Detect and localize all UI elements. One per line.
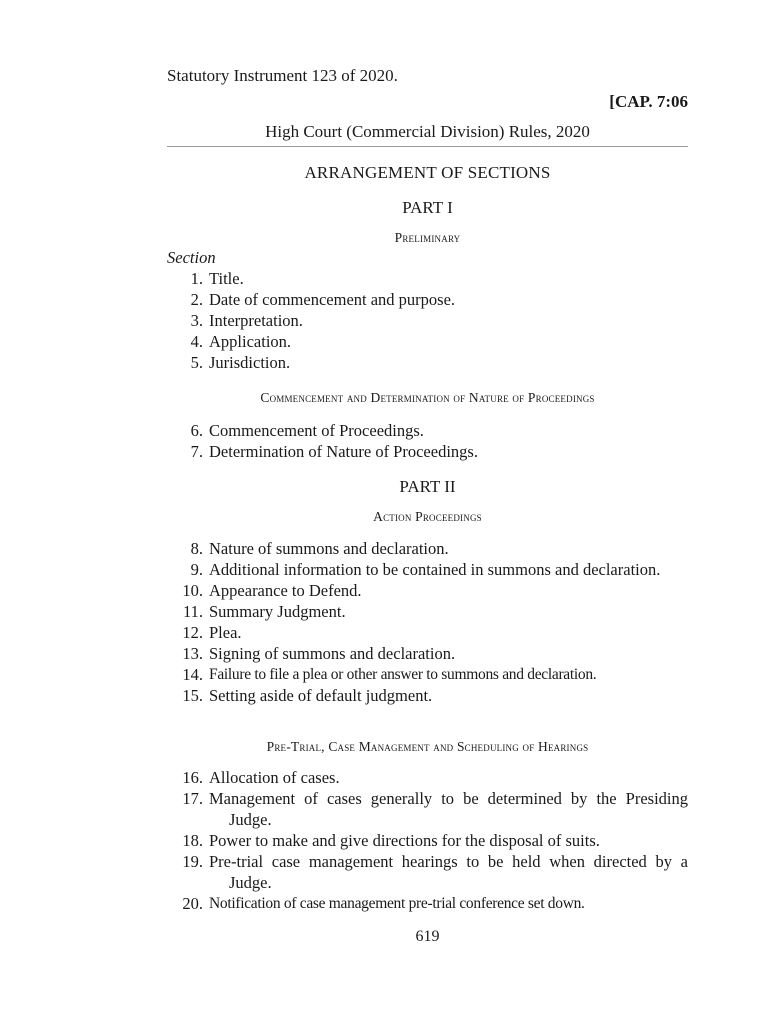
list-item xyxy=(167,622,688,643)
section-number: 8. xyxy=(190,539,203,558)
section-title: Plea. xyxy=(209,623,242,642)
page-number: 619 xyxy=(415,928,440,945)
section-number: 9. xyxy=(190,560,203,579)
section-title: Jurisdiction. xyxy=(209,353,291,372)
part-1-heading: Preliminary xyxy=(394,230,461,245)
section-title: Pre-trial case management hearings to be held when directed by a Judge. xyxy=(209,852,688,892)
list-item xyxy=(167,420,688,441)
pre-trial-subheading: Pre-Trial, Case Management and Scheduling of Hearings xyxy=(266,739,589,754)
list-item xyxy=(167,601,688,622)
section-number: 14. xyxy=(182,665,203,684)
commencement-subheading: Commencement and Determination of Nature of Proceedings xyxy=(260,390,595,405)
section-number: 12. xyxy=(182,623,203,642)
section-title: Setting aside of default judgment. xyxy=(209,686,433,705)
instrument-number: Statutory Instrument 123 of 2020. xyxy=(167,66,398,85)
section-list-commencement xyxy=(167,420,688,462)
section-title: Application. xyxy=(209,332,292,351)
section-title: Nature of summons and declaration. xyxy=(209,539,449,558)
section-title: Power to make and give directions for the disposal of suits. xyxy=(209,831,600,850)
list-item xyxy=(167,538,688,559)
list-item xyxy=(167,441,688,462)
section-number: 19. xyxy=(182,852,203,871)
section-title: Signing of summons and declaration. xyxy=(209,644,456,663)
section-title: Notification of case management pre-trial conference set down. xyxy=(209,895,585,912)
part-2-heading: Action Proceedings xyxy=(373,509,482,524)
section-title: Management of cases generally to be determined by the Presiding Judge. xyxy=(209,789,688,829)
section-title: Commencement of Proceedings. xyxy=(209,421,424,440)
section-title: Interpretation. xyxy=(209,311,303,330)
list-item xyxy=(167,268,688,289)
section-number: 11. xyxy=(182,602,203,621)
section-list-preliminary xyxy=(167,268,688,373)
list-item xyxy=(167,664,688,685)
section-number: 15. xyxy=(182,686,203,705)
list-item xyxy=(167,310,688,331)
section-title: Failure to file a plea or other answer to summons and declaration. xyxy=(209,666,597,683)
section-number: 13. xyxy=(182,644,203,663)
list-item xyxy=(167,851,688,893)
list-item xyxy=(167,643,688,664)
list-item xyxy=(167,331,688,352)
list-item xyxy=(167,352,688,373)
list-item xyxy=(167,289,688,310)
section-title: Summary Judgment. xyxy=(209,602,346,621)
list-item xyxy=(167,788,688,830)
section-title: Additional information to be contained in summons and declaration. xyxy=(209,560,661,579)
section-title: Title. xyxy=(209,269,244,288)
section-number: 10. xyxy=(182,581,203,600)
header-divider xyxy=(167,146,688,147)
section-number: 16. xyxy=(182,768,203,787)
part-1-label: PART I xyxy=(402,198,453,217)
list-item xyxy=(167,767,688,788)
section-title: Appearance to Defend. xyxy=(209,581,362,600)
part-2-label: PART II xyxy=(399,477,456,496)
section-number: 2. xyxy=(190,290,203,309)
section-title: Date of commencement and purpose. xyxy=(209,290,456,309)
list-item xyxy=(167,830,688,851)
list-item xyxy=(167,685,688,706)
section-number: 17. xyxy=(182,789,203,808)
list-item xyxy=(167,580,688,601)
section-number: 1. xyxy=(190,269,203,288)
section-title: Allocation of cases. xyxy=(209,768,340,787)
arrangement-heading: ARRANGEMENT OF SECTIONS xyxy=(304,163,551,182)
section-number: 7. xyxy=(190,442,203,461)
section-title: Determination of Nature of Proceedings. xyxy=(209,442,478,461)
section-number: 4. xyxy=(190,332,203,351)
document-title: High Court (Commercial Division) Rules, 2020 xyxy=(265,122,590,141)
section-list-action-proceedings xyxy=(167,538,688,706)
list-item xyxy=(167,559,688,580)
section-number: 5. xyxy=(190,353,203,372)
section-list-pre-trial xyxy=(167,767,688,914)
chapter-reference: [CAP. 7:06 xyxy=(609,92,688,111)
section-number: 20. xyxy=(182,894,203,913)
list-item xyxy=(167,893,688,914)
section-number: 3. xyxy=(190,311,203,330)
section-column-label: Section xyxy=(167,248,216,267)
section-number: 6. xyxy=(190,421,203,440)
section-number: 18. xyxy=(182,831,203,850)
